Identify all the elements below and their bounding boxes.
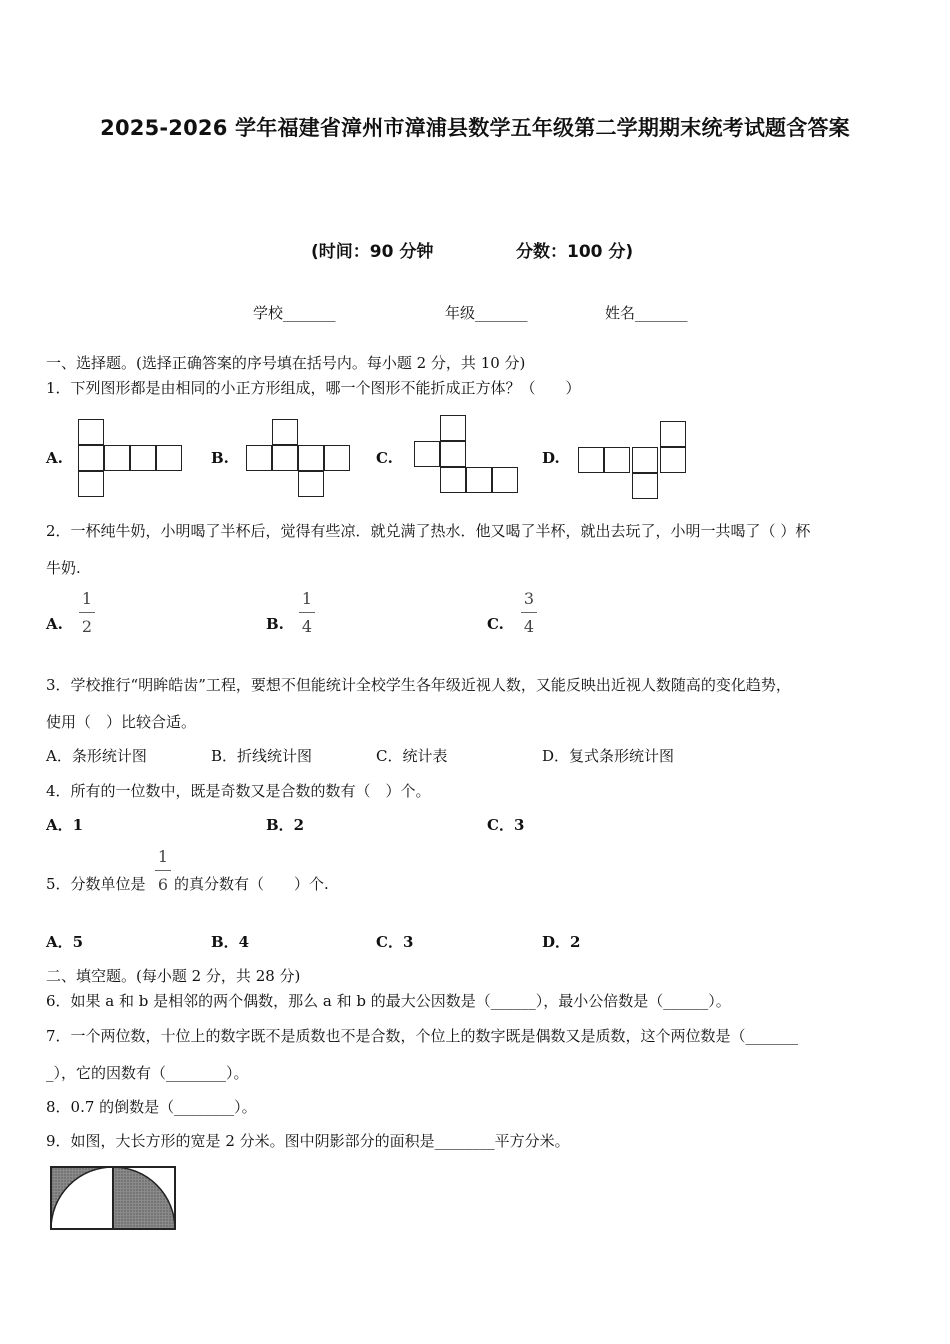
net-square	[440, 467, 466, 493]
q4-option-c: C．3	[487, 816, 525, 834]
fraction-denominator: 6	[157, 875, 169, 894]
q4-text: 4．所有的一位数中，既是奇数又是合数的数有（ ）个。	[46, 782, 431, 800]
fraction-numerator: 3	[523, 589, 535, 608]
q5-option-a: A．5	[46, 933, 84, 951]
net-square	[130, 445, 156, 471]
right-shaded-region	[113, 1167, 175, 1229]
section2-heading: 二、填空题。(每小题 2 分，共 28 分)	[46, 967, 301, 985]
q1-text: 1．下列图形都是由相同的小正方形组成，哪一个图形不能折成正方体？（ ）	[46, 379, 581, 397]
net-square	[604, 447, 630, 473]
q3-option-b: B．折线统计图	[211, 747, 313, 765]
left-shaded-region	[51, 1167, 113, 1229]
q6-text: 6．如果 a 和 b 是相邻的两个偶数，那么 a 和 b 的最大公因数是（______），最小公倍数是（______）。	[46, 992, 731, 1010]
net-square	[492, 467, 518, 493]
net-square	[466, 467, 492, 493]
q2-option-c-label: C.	[487, 615, 504, 633]
net-square	[156, 445, 182, 471]
exam-time: (时间：90 分钟	[311, 242, 434, 262]
net-square	[298, 471, 324, 497]
fraction-denominator: 2	[81, 617, 93, 636]
q1-option-c: C.	[376, 449, 393, 467]
fraction-denominator: 4	[523, 617, 535, 636]
q7-text-line1: 7．一个两位数，十位上的数字既不是质数也不是合数，个位上的数字既是偶数又是质数，这个两位数是（_______	[46, 1027, 799, 1045]
net-square	[246, 445, 272, 471]
q4-option-b: B．2	[266, 816, 305, 834]
net-square	[414, 441, 440, 467]
q5-fraction	[155, 848, 171, 894]
net-square	[660, 447, 686, 473]
q1-option-a: A.	[46, 449, 63, 467]
net-square	[660, 421, 686, 447]
net-square	[272, 445, 298, 471]
q1-option-b: B.	[211, 449, 229, 467]
net-square	[78, 445, 104, 471]
q7-text-line2: _），它的因数有（________）。	[46, 1064, 249, 1082]
q2-option-c-fraction	[521, 590, 537, 636]
net-square	[578, 447, 604, 473]
net-square	[272, 419, 298, 445]
q5-option-c: C．3	[376, 933, 414, 951]
net-square	[632, 447, 658, 473]
q2-option-a-label: A.	[46, 615, 63, 633]
q1-option-d: D.	[542, 449, 560, 467]
q2-text-line2: 牛奶.	[46, 559, 81, 577]
q4-option-a: A．1	[46, 816, 84, 834]
q9-text: 9．如图，大长方形的宽是 2 分米。图中阴影部分的面积是________平方分米。	[46, 1132, 570, 1150]
q2-option-a-fraction	[79, 590, 95, 636]
q8-text: 8．0.7 的倒数是（________）。	[46, 1098, 257, 1116]
q3-option-c: C．统计表	[376, 747, 448, 765]
page-title: 2025-2026 学年福建省漳州市漳浦县数学五年级第二学期期末统考试题含答案	[100, 116, 850, 140]
q9-shaded-rectangle-figure	[49, 1165, 179, 1231]
net-square	[298, 445, 324, 471]
school-field: 学校_______	[253, 304, 336, 322]
fraction-denominator: 4	[301, 617, 313, 636]
q3-text-line1: 3．学校推行“明眸皓齿”工程，要想不但能统计全校学生各年级近视人数，又能反映出近视人数随高的变化趋势，	[46, 676, 791, 694]
fraction-numerator: 1	[81, 589, 93, 608]
net-square	[78, 419, 104, 445]
fraction-numerator: 1	[157, 847, 169, 866]
net-square	[440, 441, 466, 467]
net-square	[324, 445, 350, 471]
q5-text-prefix: 5．分数单位是	[46, 875, 146, 893]
fraction-numerator: 1	[301, 589, 313, 608]
q2-option-b-fraction	[299, 590, 315, 636]
q3-text-line2: 使用（ ）比较合适。	[46, 713, 197, 731]
net-square	[104, 445, 130, 471]
section1-heading: 一、选择题。(选择正确答案的序号填在括号内。每小题 2 分，共 10 分)	[46, 354, 526, 372]
q3-option-a: A．条形统计图	[46, 747, 147, 765]
net-square	[632, 473, 658, 499]
net-square	[440, 415, 466, 441]
name-field: 姓名_______	[605, 304, 688, 322]
q5-option-d: D．2	[542, 933, 581, 951]
q3-option-d: D．复式条形统计图	[542, 747, 675, 765]
q5-text-suffix: 的真分数有（ ）个.	[174, 875, 329, 893]
q5-option-b: B．4	[211, 933, 250, 951]
q2-option-b-label: B.	[266, 615, 284, 633]
q2-text-line1: 2．一杯纯牛奶，小明喝了半杯后，觉得有些凉．就兑满了热水．他又喝了半杯，就出去玩了，小明一共喝了（ ）杯	[46, 522, 811, 540]
net-square	[78, 471, 104, 497]
exam-score: 分数：100 分)	[516, 242, 634, 262]
grade-field: 年级_______	[445, 304, 528, 322]
